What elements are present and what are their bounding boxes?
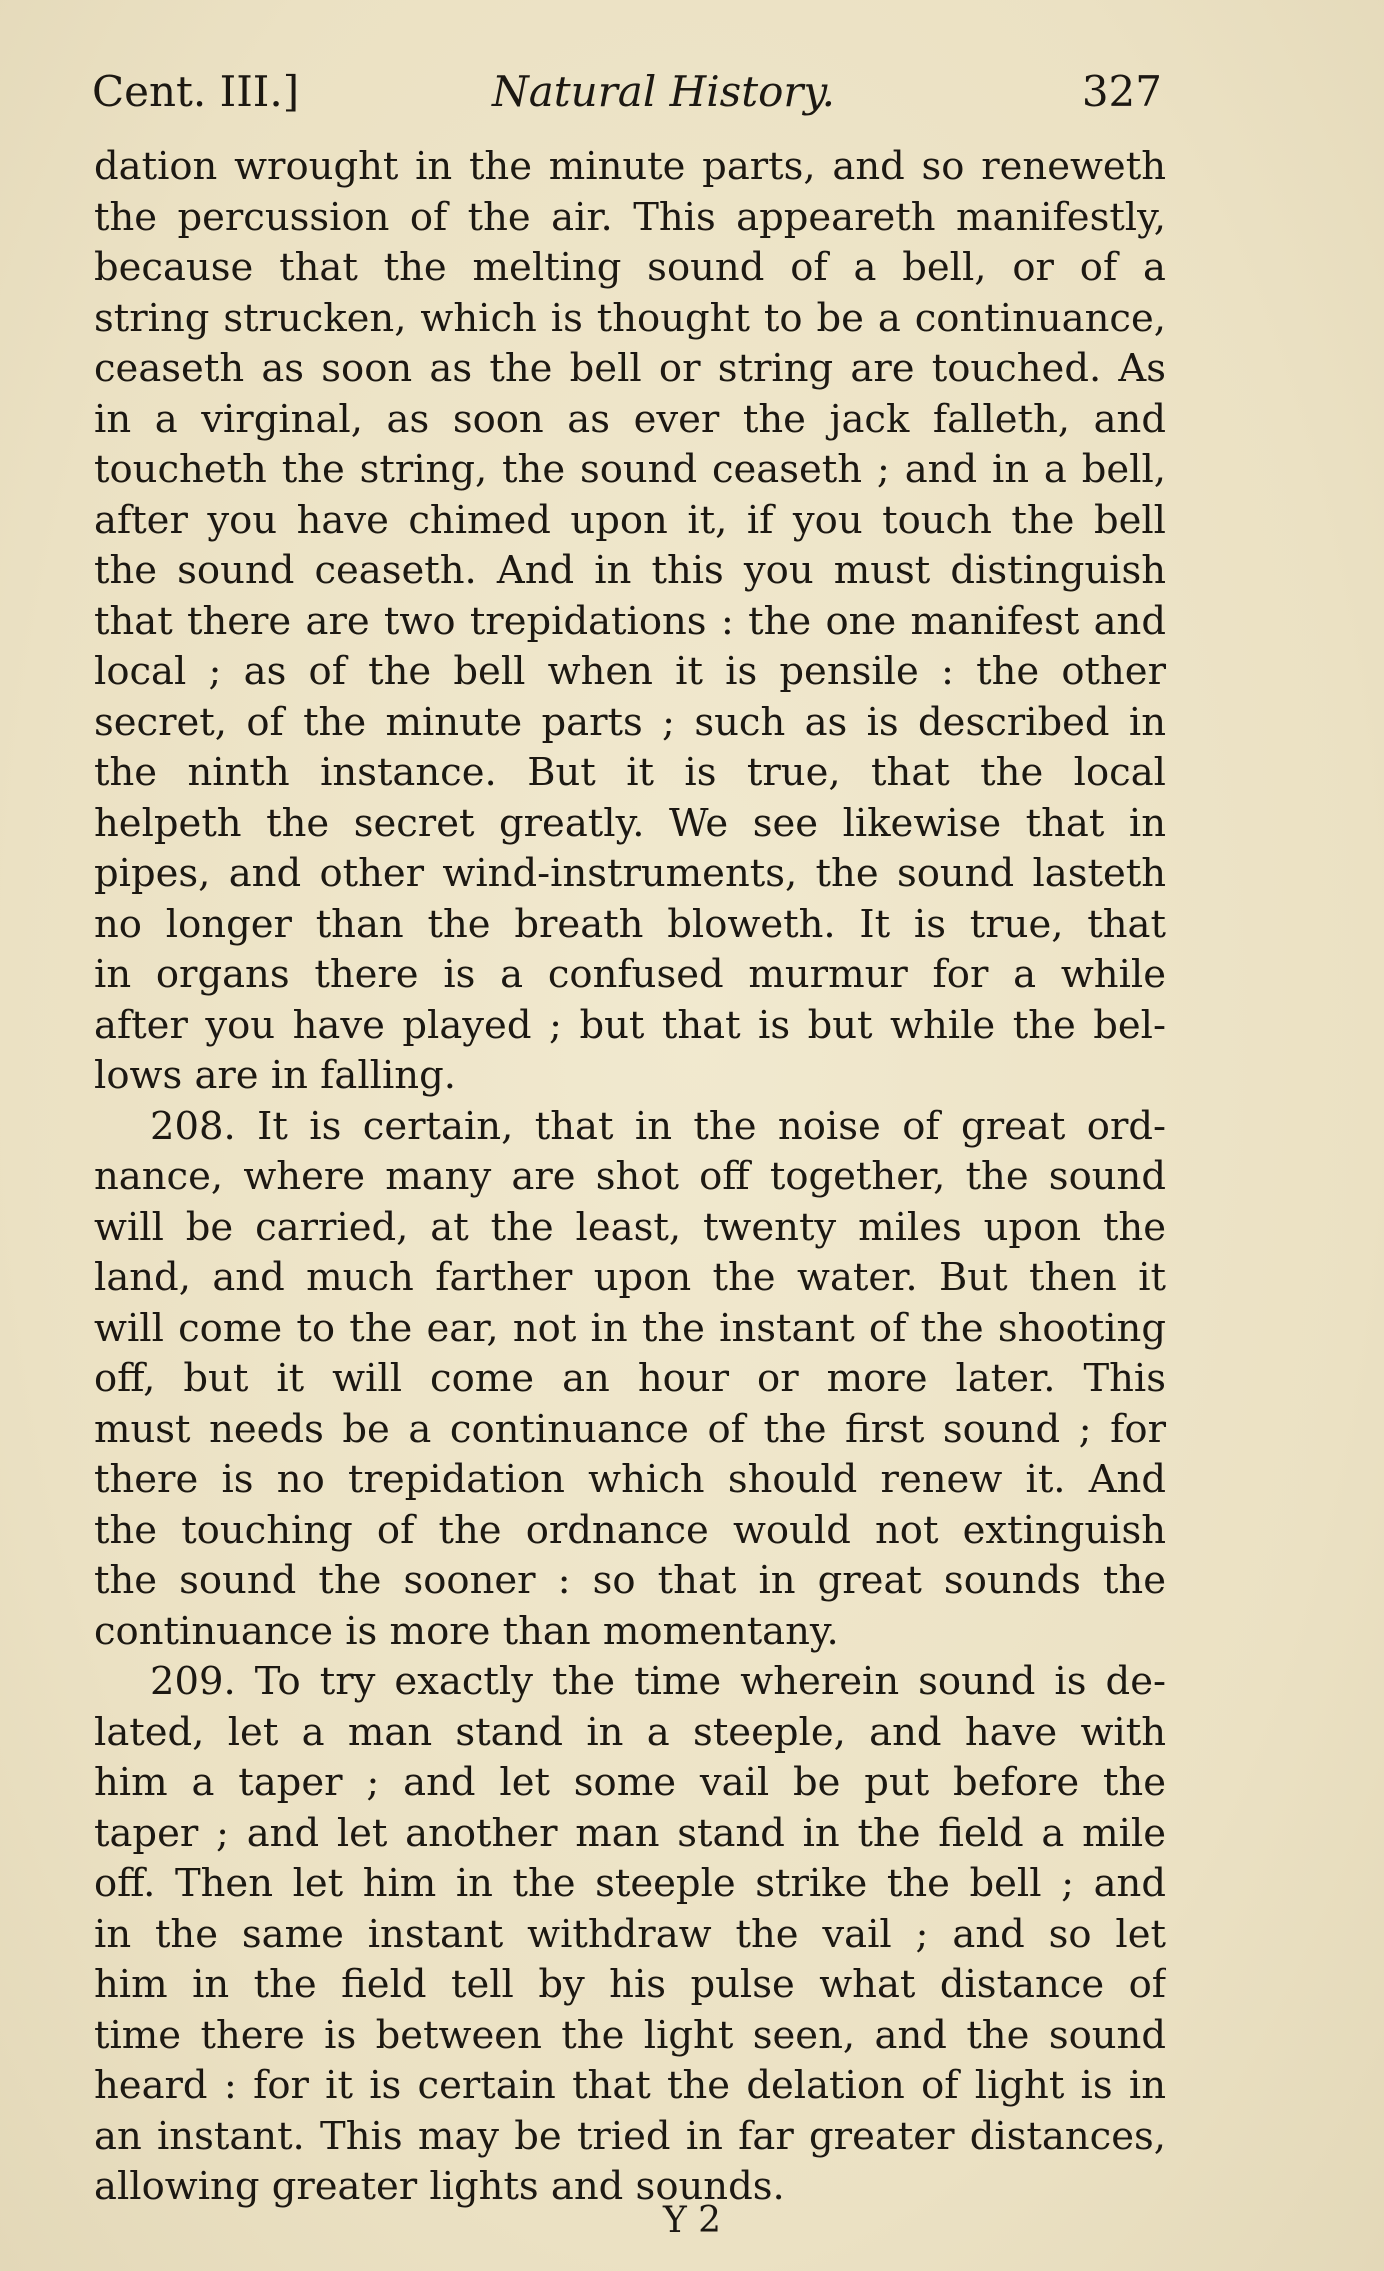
text-line: because that the melting sound of a bell, or of a (94, 245, 1166, 290)
text-line: after you have played ; but that is but while the bel- (94, 1002, 1166, 1048)
text-line: in the same instant withdraw the vail ; and so let (94, 1911, 1166, 1957)
text-line: string strucken, which is thought to be a continuance, (94, 295, 1166, 341)
text-line: pipes, and other wind-instruments, the sound lasteth (94, 851, 1166, 896)
paragraph-208-start: 208. It is certain, that in the noise of great ord- (150, 1103, 1166, 1149)
text-line: land, and much farther upon the water. But then it (94, 1255, 1166, 1300)
text-line: the ninth instance. But it is true, that the local (94, 750, 1166, 795)
text-line: dation wrought in the minute parts, and so reneweth (94, 144, 1166, 189)
text-line: the touching of the ordnance would not extinguish (94, 1507, 1166, 1553)
text-line: local ; as of the bell when it is pensile : the other (94, 649, 1166, 694)
text-line: lated, let a man stand in a steeple, and have with (94, 1709, 1166, 1755)
text-line: helpeth the secret greatly. We see likewise that in (94, 800, 1166, 846)
text-line: the percussion of the air. This appeareth manifestly, (94, 194, 1166, 240)
text-line: the sound ceaseth. And in this you must distinguish (94, 548, 1166, 593)
text-line: toucheth the string, the sound ceaseth ; and in a bell, (94, 447, 1166, 492)
text-line: must needs be a continuance of the first sound ; for (94, 1406, 1166, 1452)
text-line: off, but it will come an hour or more later. This (94, 1356, 1166, 1401)
text-line: the sound the sooner : so that in great sounds the (94, 1558, 1166, 1603)
text-line: him a taper ; and let some vail be put before the (94, 1760, 1166, 1805)
text-line: will be carried, at the least, twenty miles upon the (94, 1204, 1166, 1250)
text-line: in organs there is a confused murmur for a while (94, 952, 1166, 997)
body-text (94, 142, 1166, 2213)
signature-mark: Y 2 (662, 2200, 722, 2241)
text-line: in a virginal, as soon as ever the jack falleth, and (94, 396, 1166, 442)
text-line: there is no trepidation which should renew it. And (94, 1457, 1166, 1502)
text-line: continuance is more than momentany. (94, 1608, 839, 1654)
text-line: will come to the ear, not in the instant of the shooting (94, 1305, 1166, 1351)
text-line: an instant. This may be tried in far greater distances, (94, 2113, 1166, 2159)
running-header (92, 62, 1162, 122)
book-title: Natural History. (492, 67, 835, 116)
text-line: secret, of the minute parts ; such as is described in (94, 699, 1166, 745)
text-line: after you have chimed upon it, if you touch the bell (94, 497, 1166, 543)
text-line: no longer than the breath bloweth. It is true, that (94, 901, 1166, 947)
page-number: 327 (1081, 67, 1162, 116)
text-line: taper ; and let another man stand in the field a mile (94, 1810, 1166, 1856)
text-line: ceaseth as soon as the bell or string are touched. As (94, 346, 1166, 391)
text-line: off. Then let him in the steeple strike the bell ; and (94, 1861, 1166, 1906)
text-line: heard : for it is certain that the delation of light is in (94, 2063, 1166, 2108)
text-line: him in the field tell by his pulse what distance of (94, 1962, 1166, 2007)
text-line: time there is between the light seen, and the sound (94, 2012, 1166, 2058)
paragraph-209-start: 209. To try exactly the time wherein sound is de- (150, 1659, 1166, 1704)
text-line: nance, where many are shot off together, the sound (94, 1154, 1166, 1199)
text-line: lows are in falling. (94, 1053, 456, 1098)
text-line: that there are two trepidations : the one manifest and (94, 598, 1166, 644)
text-line: allowing greater lights and sounds. (94, 2164, 785, 2209)
section-label: Cent. III.] (92, 67, 300, 116)
